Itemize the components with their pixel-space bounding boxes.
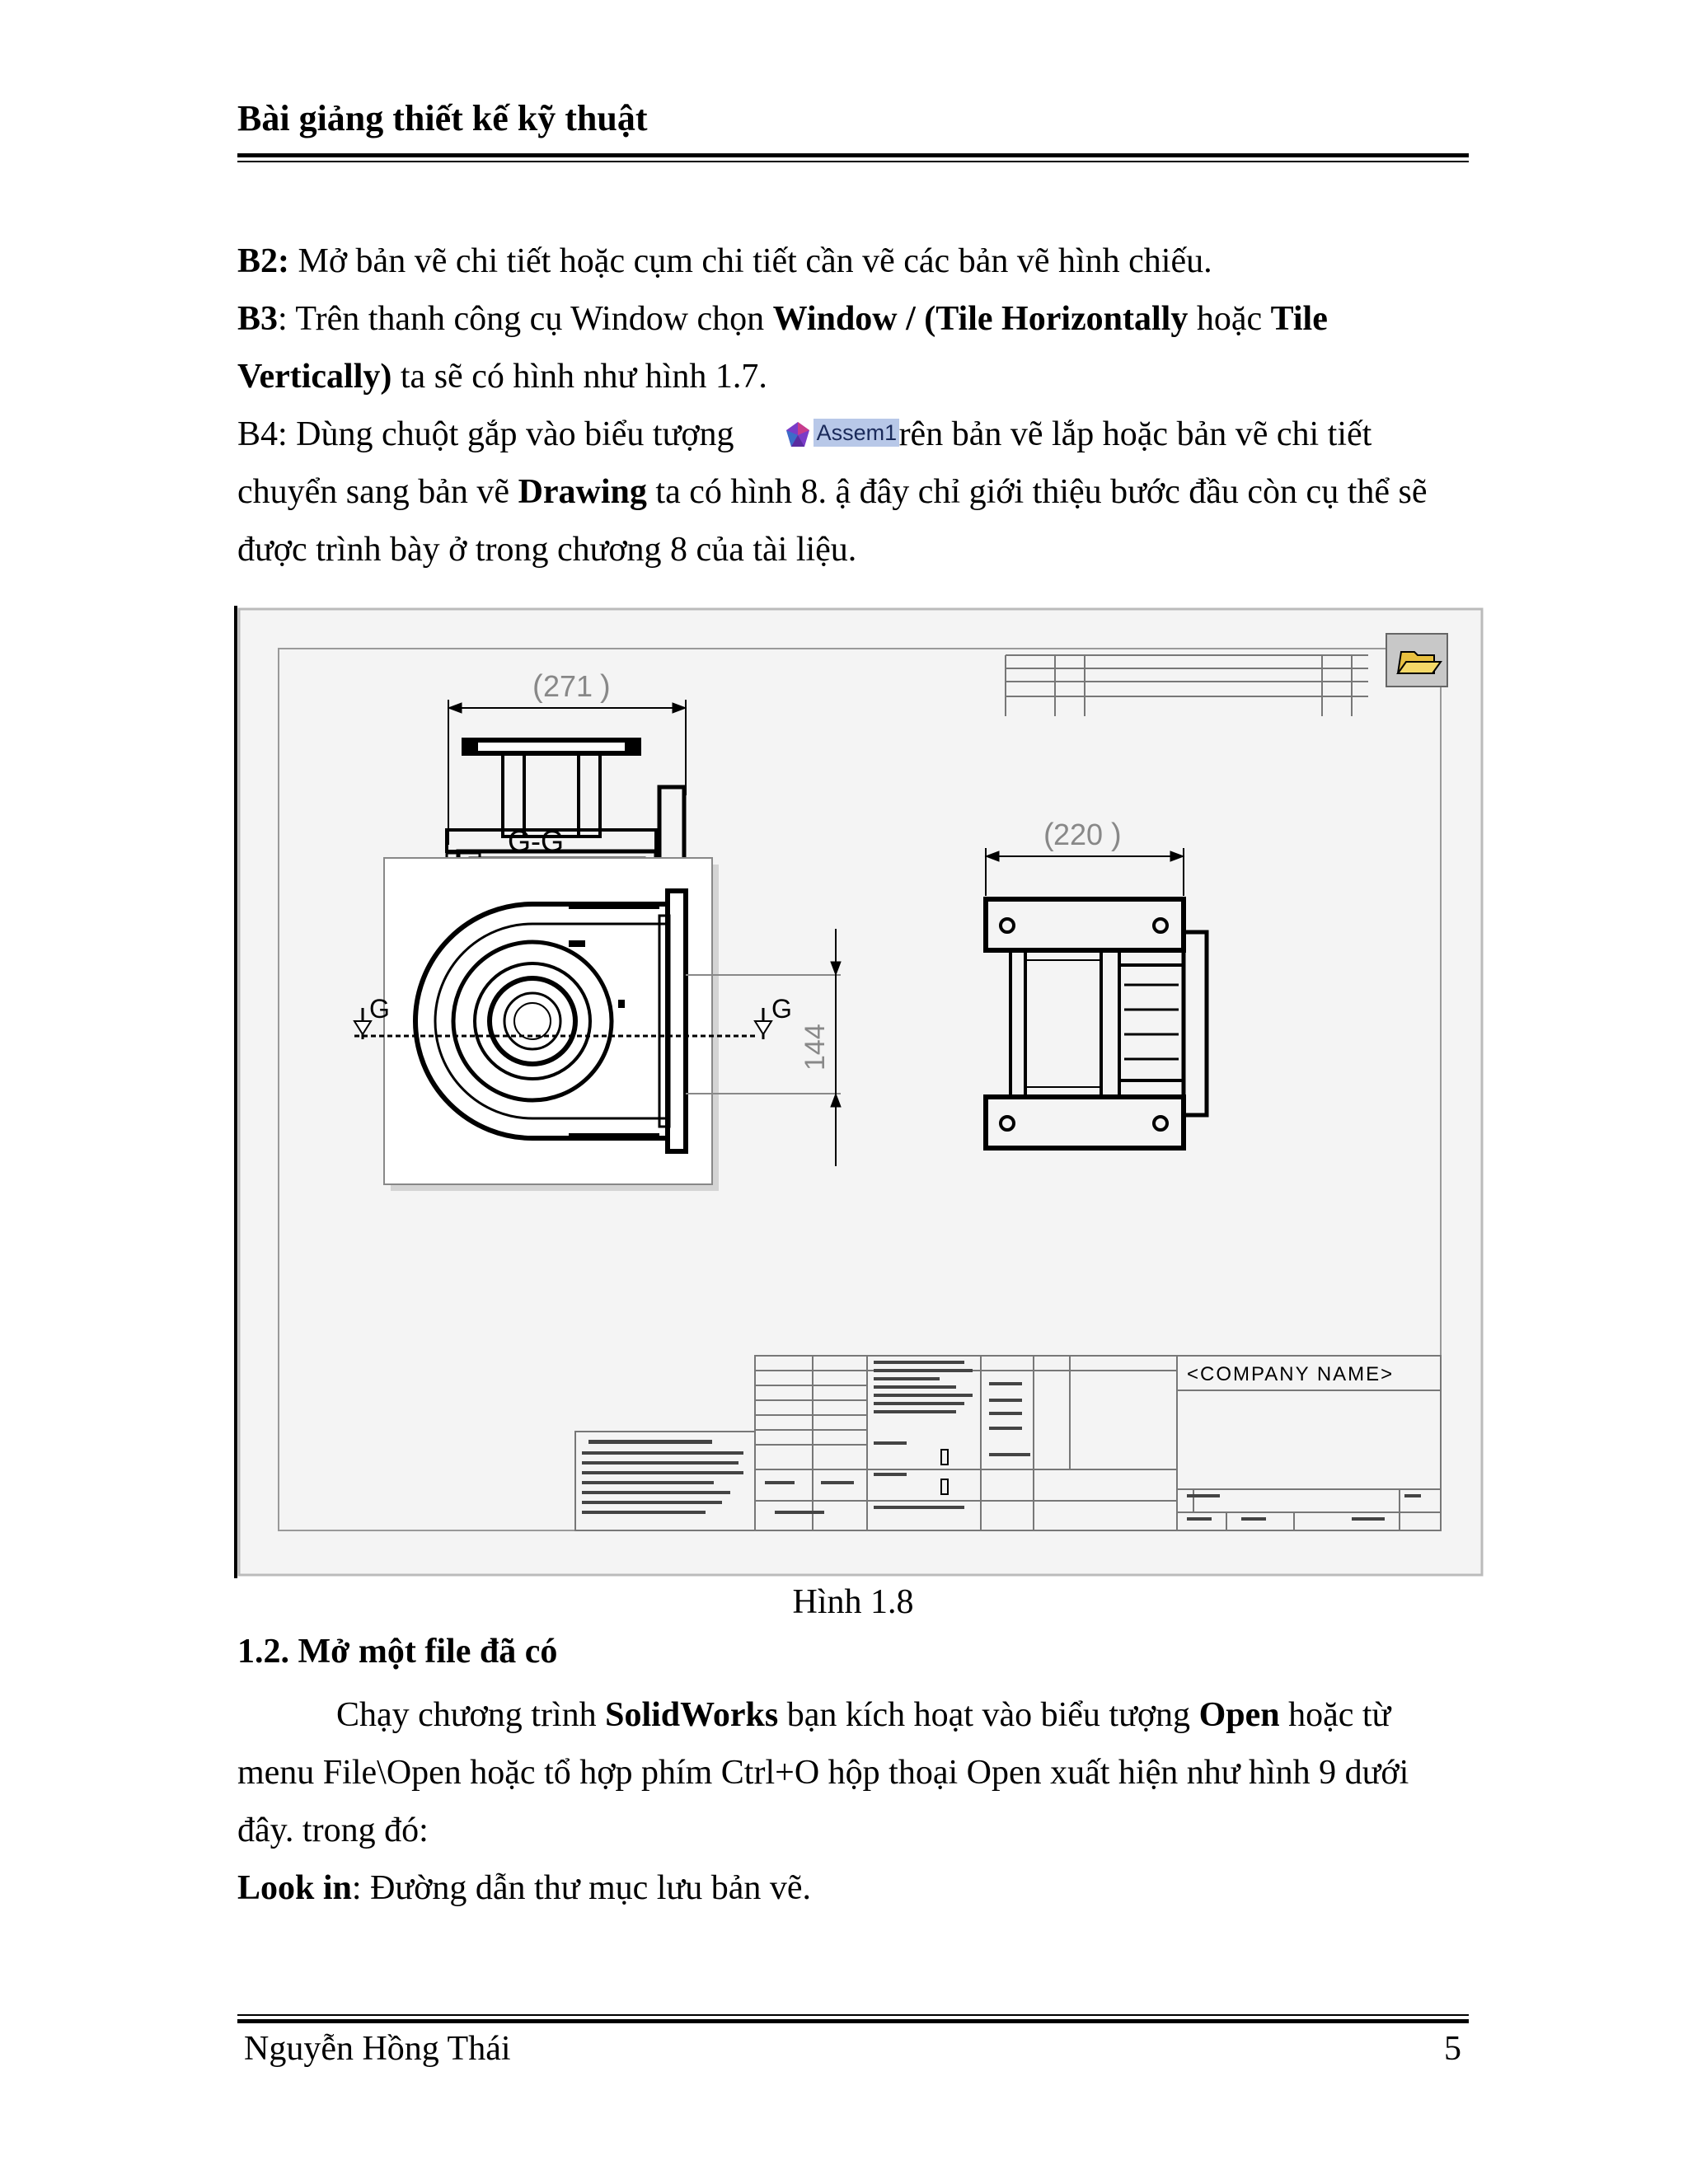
page-number: 5 (1444, 2030, 1461, 2068)
look-in-line (237, 1859, 1469, 1917)
section-body (237, 1686, 1469, 1917)
footer-author: Nguyễn Hồng Thái (244, 2030, 511, 2068)
section-bold-open: Open (1198, 1696, 1280, 1734)
assem1-button[interactable] (782, 417, 899, 450)
step-b3-text-2: hoặc (1188, 300, 1271, 338)
footer-rule-thick (237, 2019, 1469, 2023)
drawing-svg (231, 606, 1485, 1578)
cut-label-right: G (771, 994, 792, 1024)
step-b3-bold-2: Tile Vertically) (237, 300, 1328, 396)
footer-rule-thin (237, 2014, 1469, 2016)
header-title: Bài giảng thiết kế kỹ thuật (237, 98, 648, 138)
figure-caption: Hình 1.8 (792, 1583, 914, 1621)
open-folder-icon[interactable] (1386, 634, 1447, 687)
section-text-2: bạn kích hoạt vào biểu tượng (778, 1696, 1199, 1734)
section-bold-solidworks: SolidWorks (605, 1696, 779, 1734)
header-rule-thick (237, 153, 1469, 157)
step-b2-label: B2: (237, 242, 289, 280)
step-b3-text-3: ta sẽ có hình như hình 1.7. (392, 358, 767, 396)
step-b4-text-3: ta có hình 8. ậ đây chỉ giới thiệu bước đầu còn cụ thể sẽ được trình bày ở trong chương 8 của tài liệu. (237, 473, 1428, 569)
look-in-label: Look in (237, 1869, 352, 1907)
section-text-3: hoặc từ menu File\Open hoặc tổ hợp phím Ctrl+O hộp thoại Open xuất hiện như hình 9 dưới đây. trong đó: (237, 1696, 1409, 1849)
step-b4-text-1: B4: Dùng chuột gắp vào biểu tượng (237, 415, 734, 453)
step-b3-bold-1: Window / (Tile Horizontally (772, 300, 1189, 338)
section-text-1: Chạy chương trình (336, 1696, 606, 1734)
step-b4 (237, 405, 1469, 579)
step-b2 (237, 232, 1469, 290)
dim-top-value: 271 (543, 669, 593, 703)
company-name: <COMPANY NAME> (1187, 1363, 1395, 1385)
step-b3 (237, 290, 1469, 405)
section-label: G-G (508, 824, 564, 858)
svg-text:(: ( (532, 669, 543, 704)
section-paragraph (237, 1686, 1469, 1859)
step-b3-label: B3 (237, 300, 279, 338)
body-paragraphs (237, 232, 1469, 579)
cut-label-left: G (369, 994, 390, 1024)
section-title: 1.2. Mở một file đã có (237, 1633, 558, 1671)
assembly-gem-icon (784, 420, 812, 448)
header-rule-thin (237, 161, 1469, 162)
svg-text:): ) (1111, 818, 1122, 852)
look-in-text: : Đường dẫn thư mục lưu bản vẽ. (351, 1869, 811, 1907)
figure-left-edge (234, 606, 237, 1578)
dim-vertical-value: 144 (799, 1024, 831, 1071)
drawing-figure (231, 606, 1485, 1578)
svg-text:(: ( (1043, 818, 1054, 852)
assem1-label: Assem1 (814, 419, 899, 447)
step-b2-text: Mở bản vẽ chi tiết hoặc cụm chi tiết cần vẽ các bản vẽ hình chiếu. (289, 242, 1212, 280)
step-b4-text-2: rên bản vẽ lắp hoặc bản vẽ chi tiết chuyển sang bản vẽ (237, 415, 1372, 511)
svg-text:): ) (600, 669, 611, 704)
step-b4-bold-1: Drawing (518, 473, 647, 511)
step-b3-text-1: : Trên thanh công cụ Window chọn (278, 300, 773, 338)
dim-right-value: 220 (1053, 818, 1104, 851)
